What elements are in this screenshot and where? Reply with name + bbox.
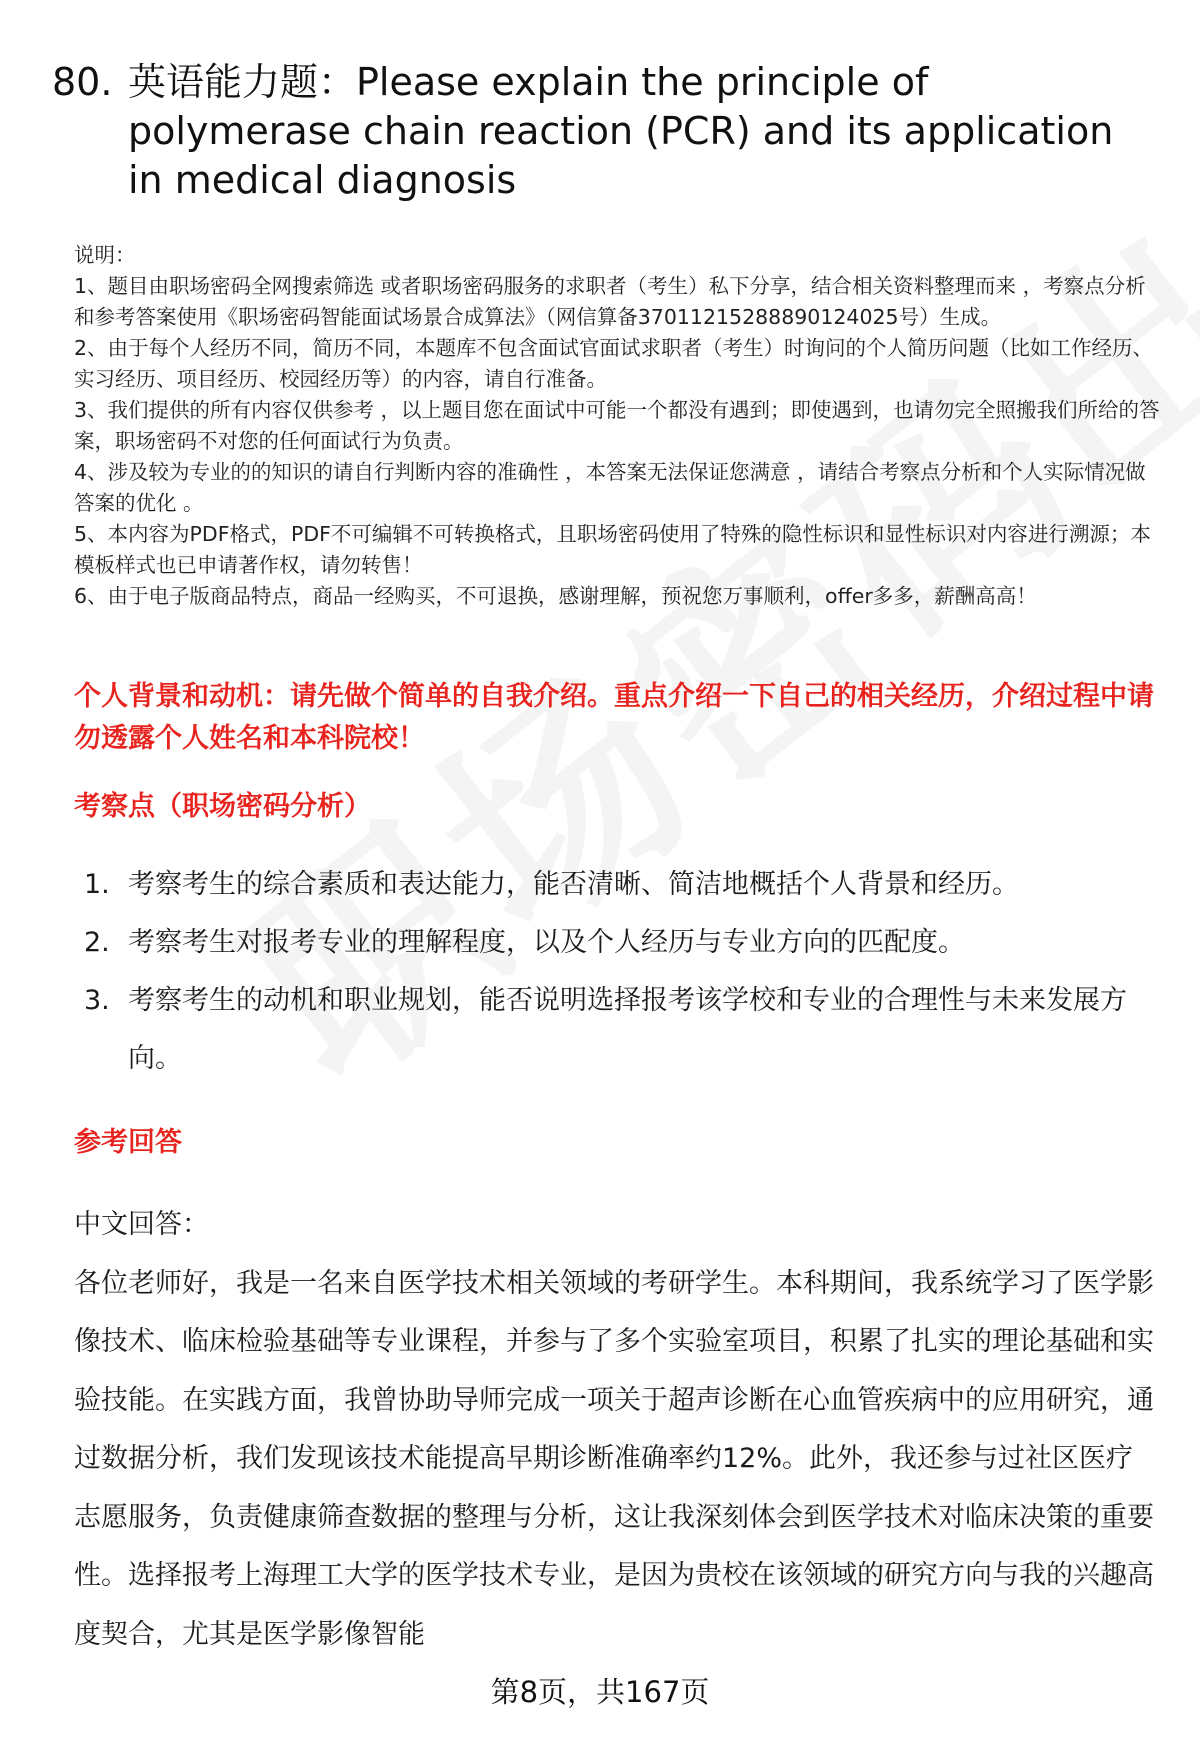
answer-body (74, 1196, 1156, 1664)
question-text: 英语能力题：Please explain the principle of polymerase chain reaction (PCR) and its application in medical diagnosis (128, 60, 1114, 202)
question-number: 80. (52, 60, 113, 104)
notes-heading: 说明： (74, 243, 136, 267)
note-item: 5、本内容为PDF格式，PDF不可编辑不可转换格式，且职场密码使用了特殊的隐性标识和显性标识对内容进行溯源；本模板样式也已申请著作权，请勿转售！ (74, 522, 1151, 577)
note-item: 4、涉及较为专业的的知识的请自行判断内容的准确性 ，本答案无法保证您满意 ，请结合考察点分析和个人实际情况做答案的优化 。 (74, 460, 1146, 515)
key-point-item (84, 914, 1164, 972)
note-item: 2、由于每个人经历不同，简历不同，本题库不包含面试官面试求职者（考生）时询问的个人简历问题（比如工作经历、实习经历、项目经历、校园经历等）的内容，请自行准备。 (74, 336, 1154, 391)
note-item: 6、由于电子版商品特点，商品一经购买，不可退换，感谢理解，预祝您万事顺利，offer多多，薪酬高高！ (74, 584, 1037, 608)
answer-text: 各位老师好，我是一名来自医学技术相关领域的考研学生。本科期间，我系统学习了医学影像技术、临床检验基础等专业课程，并参与了多个实验室项目，积累了扎实的理论基础和实验技能。在实践方面，我曾协助导师完成一项关于超声诊断在心血管疾病中的应用研究，通过数据分析，我们发现该技术能提高早期诊断准确率约12%。此外，我还参与过社区医疗志愿服务，负责健康筛查数据的整理与分析，这让我深刻体会到医学技术对临床决策的重要性。选择报考上海理工大学的医学技术专业，是因为贵校在该领域的研究方向与我的兴趣高度契合，尤其是医学影像智能 (74, 1267, 1154, 1650)
key-point-text: 考察考生的综合素质和表达能力，能否清晰、简洁地概括个人背景和经历。 (128, 869, 1019, 900)
key-point-number: 3. (84, 985, 110, 1016)
key-point-item (84, 972, 1164, 1088)
key-point-text: 考察考生对报考专业的理解程度，以及个人经历与专业方向的匹配度。 (128, 927, 965, 958)
note-item: 3、我们提供的所有内容仅供参考 ，以上题目您在面试中可能一个都没有遇到；即使遇到，也请勿完全照搬我们所给的答案，职场密码不对您的任何面试行为负责。 (74, 398, 1160, 453)
key-point-number: 1. (84, 869, 110, 900)
question-title (52, 58, 1132, 205)
note-item: 1、题目由职场密码全网搜索筛选 或者职场密码服务的求职者（考生）私下分享，结合相关资料整理而来 ，考察点分析和参考答案使用《职场密码智能面试场景合成算法》（网信算备37011215288890124025号）生成。 (74, 274, 1146, 329)
key-point-number: 2. (84, 927, 110, 958)
page-footer: 第8页，共167页 (490, 1675, 710, 1709)
answer-heading: 参考回答 (74, 1127, 182, 1158)
notes-section (74, 240, 1164, 612)
key-points-heading: 考察点（职场密码分析） (74, 791, 371, 822)
key-point-text: 考察考生的动机和职业规划，能否说明选择报考该学校和专业的合理性与未来发展方向。 (128, 985, 1127, 1074)
background-prompt: 个人背景和动机：请先做个简单的自我介绍。重点介绍一下自己的相关经历，介绍过程中请勿透露个人姓名和本科院校！ (74, 681, 1154, 754)
answer-label: 中文回答： (74, 1209, 209, 1240)
key-point-item (84, 856, 1164, 914)
key-points-list (84, 856, 1164, 1088)
